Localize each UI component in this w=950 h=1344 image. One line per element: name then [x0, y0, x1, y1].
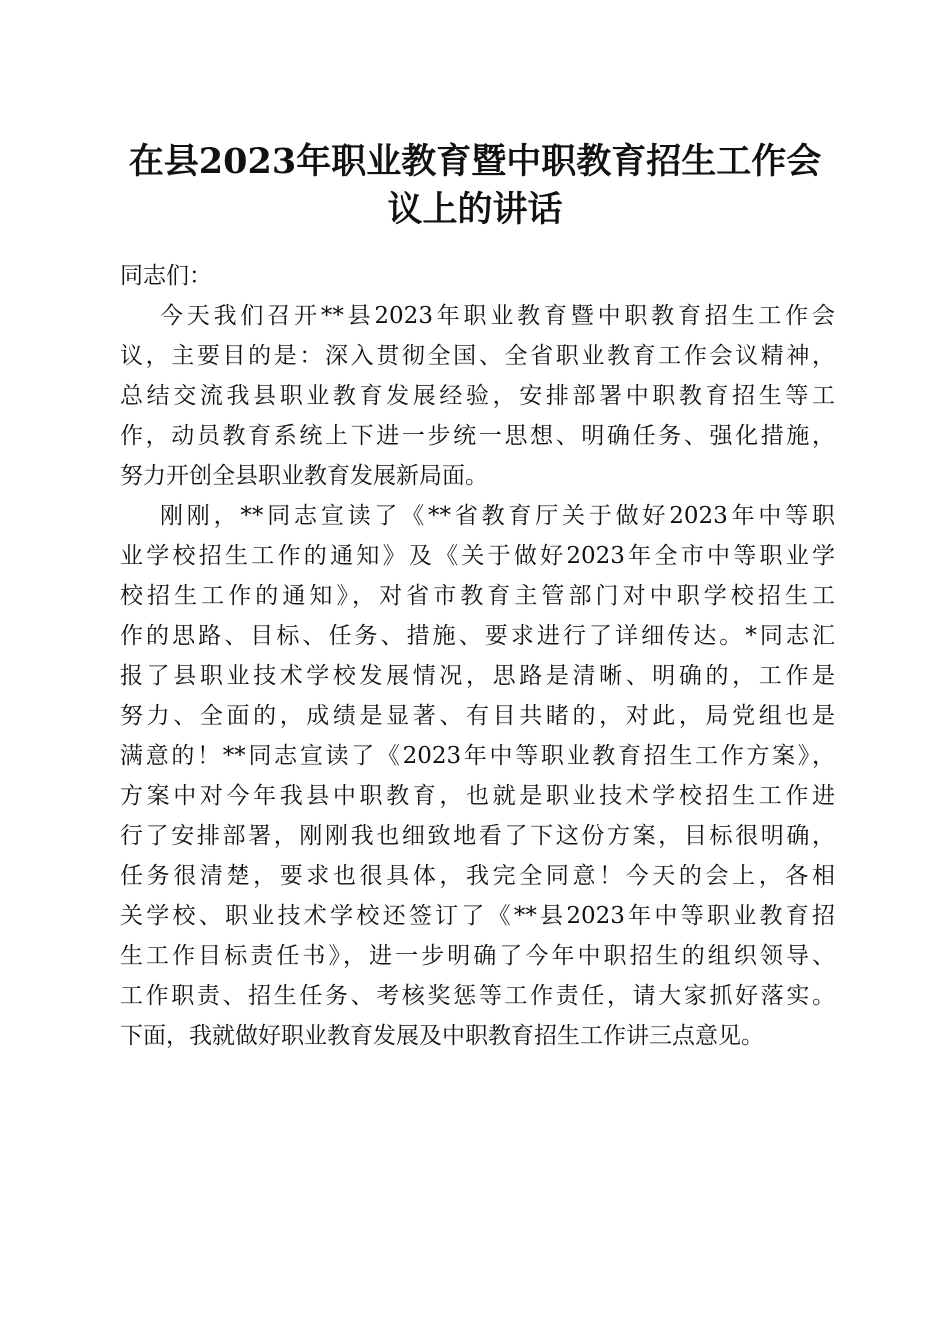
paragraph-line: 关学校、职业技术学校还签订了《**县2023年中等职业教育招	[120, 903, 835, 929]
paragraph-line: 刚刚，**同志宣读了《**省教育厅关于做好2023年中等职	[160, 503, 835, 529]
paragraph-line: 努力、全面的，成绩是显著、有目共睹的，对此，局党组也是	[120, 703, 835, 729]
paragraph-line: 努力开创全县职业教育发展新局面。	[120, 463, 488, 489]
paragraph-line: 总结交流我县职业教育发展经验，安排部署中职教育招生等工	[120, 383, 835, 409]
paragraph-line: 下面，我就做好职业教育发展及中职教育招生工作讲三点意见。	[120, 1023, 764, 1049]
title-line: 议上的讲话	[387, 189, 563, 230]
document-title	[100, 138, 850, 234]
paragraph-line: 今天我们召开**县2023年职业教育暨中职教育招生工作会	[160, 303, 835, 329]
document-body	[120, 256, 835, 1056]
paragraph-review	[120, 496, 835, 1056]
paragraph-line: 任务很清楚，要求也很具体，我完全同意！今天的会上，各相	[120, 863, 835, 889]
paragraph-line: 报了县职业技术学校发展情况，思路是清晰、明确的，工作是	[120, 663, 835, 689]
paragraph-line: 方案中对今年我县中职教育，也就是职业技术学校招生工作进	[120, 783, 835, 809]
paragraph-line: 校招生工作的通知》，对省市教育主管部门对中职学校招生工	[120, 583, 835, 609]
paragraph-line: 作的思路、目标、任务、措施、要求进行了详细传达。*同志汇	[120, 623, 835, 649]
paragraph-line: 生工作目标责任书》，进一步明确了今年中职招生的组织领导、	[120, 943, 835, 969]
paragraph-line: 作，动员教育系统上下进一步统一思想、明确任务、强化措施，	[120, 423, 835, 449]
paragraph-line: 业学校招生工作的通知》及《关于做好2023年全市中等职业学	[120, 543, 835, 569]
paragraph-line: 满意的！**同志宣读了《2023年中等职业教育招生工作方案》，	[120, 743, 835, 769]
paragraph-line: 工作职责、招生任务、考核奖惩等工作责任，请大家抓好落实。	[120, 983, 835, 1009]
paragraph-line: 议，主要目的是：深入贯彻全国、全省职业教育工作会议精神，	[120, 343, 835, 369]
paragraph-opening	[120, 296, 835, 496]
salutation: 同志们：	[120, 263, 212, 289]
paragraph-line: 行了安排部署，刚刚我也细致地看了下这份方案，目标很明确，	[120, 823, 835, 849]
title-line: 在县2023年职业教育暨中职教育招生工作会	[128, 141, 822, 182]
